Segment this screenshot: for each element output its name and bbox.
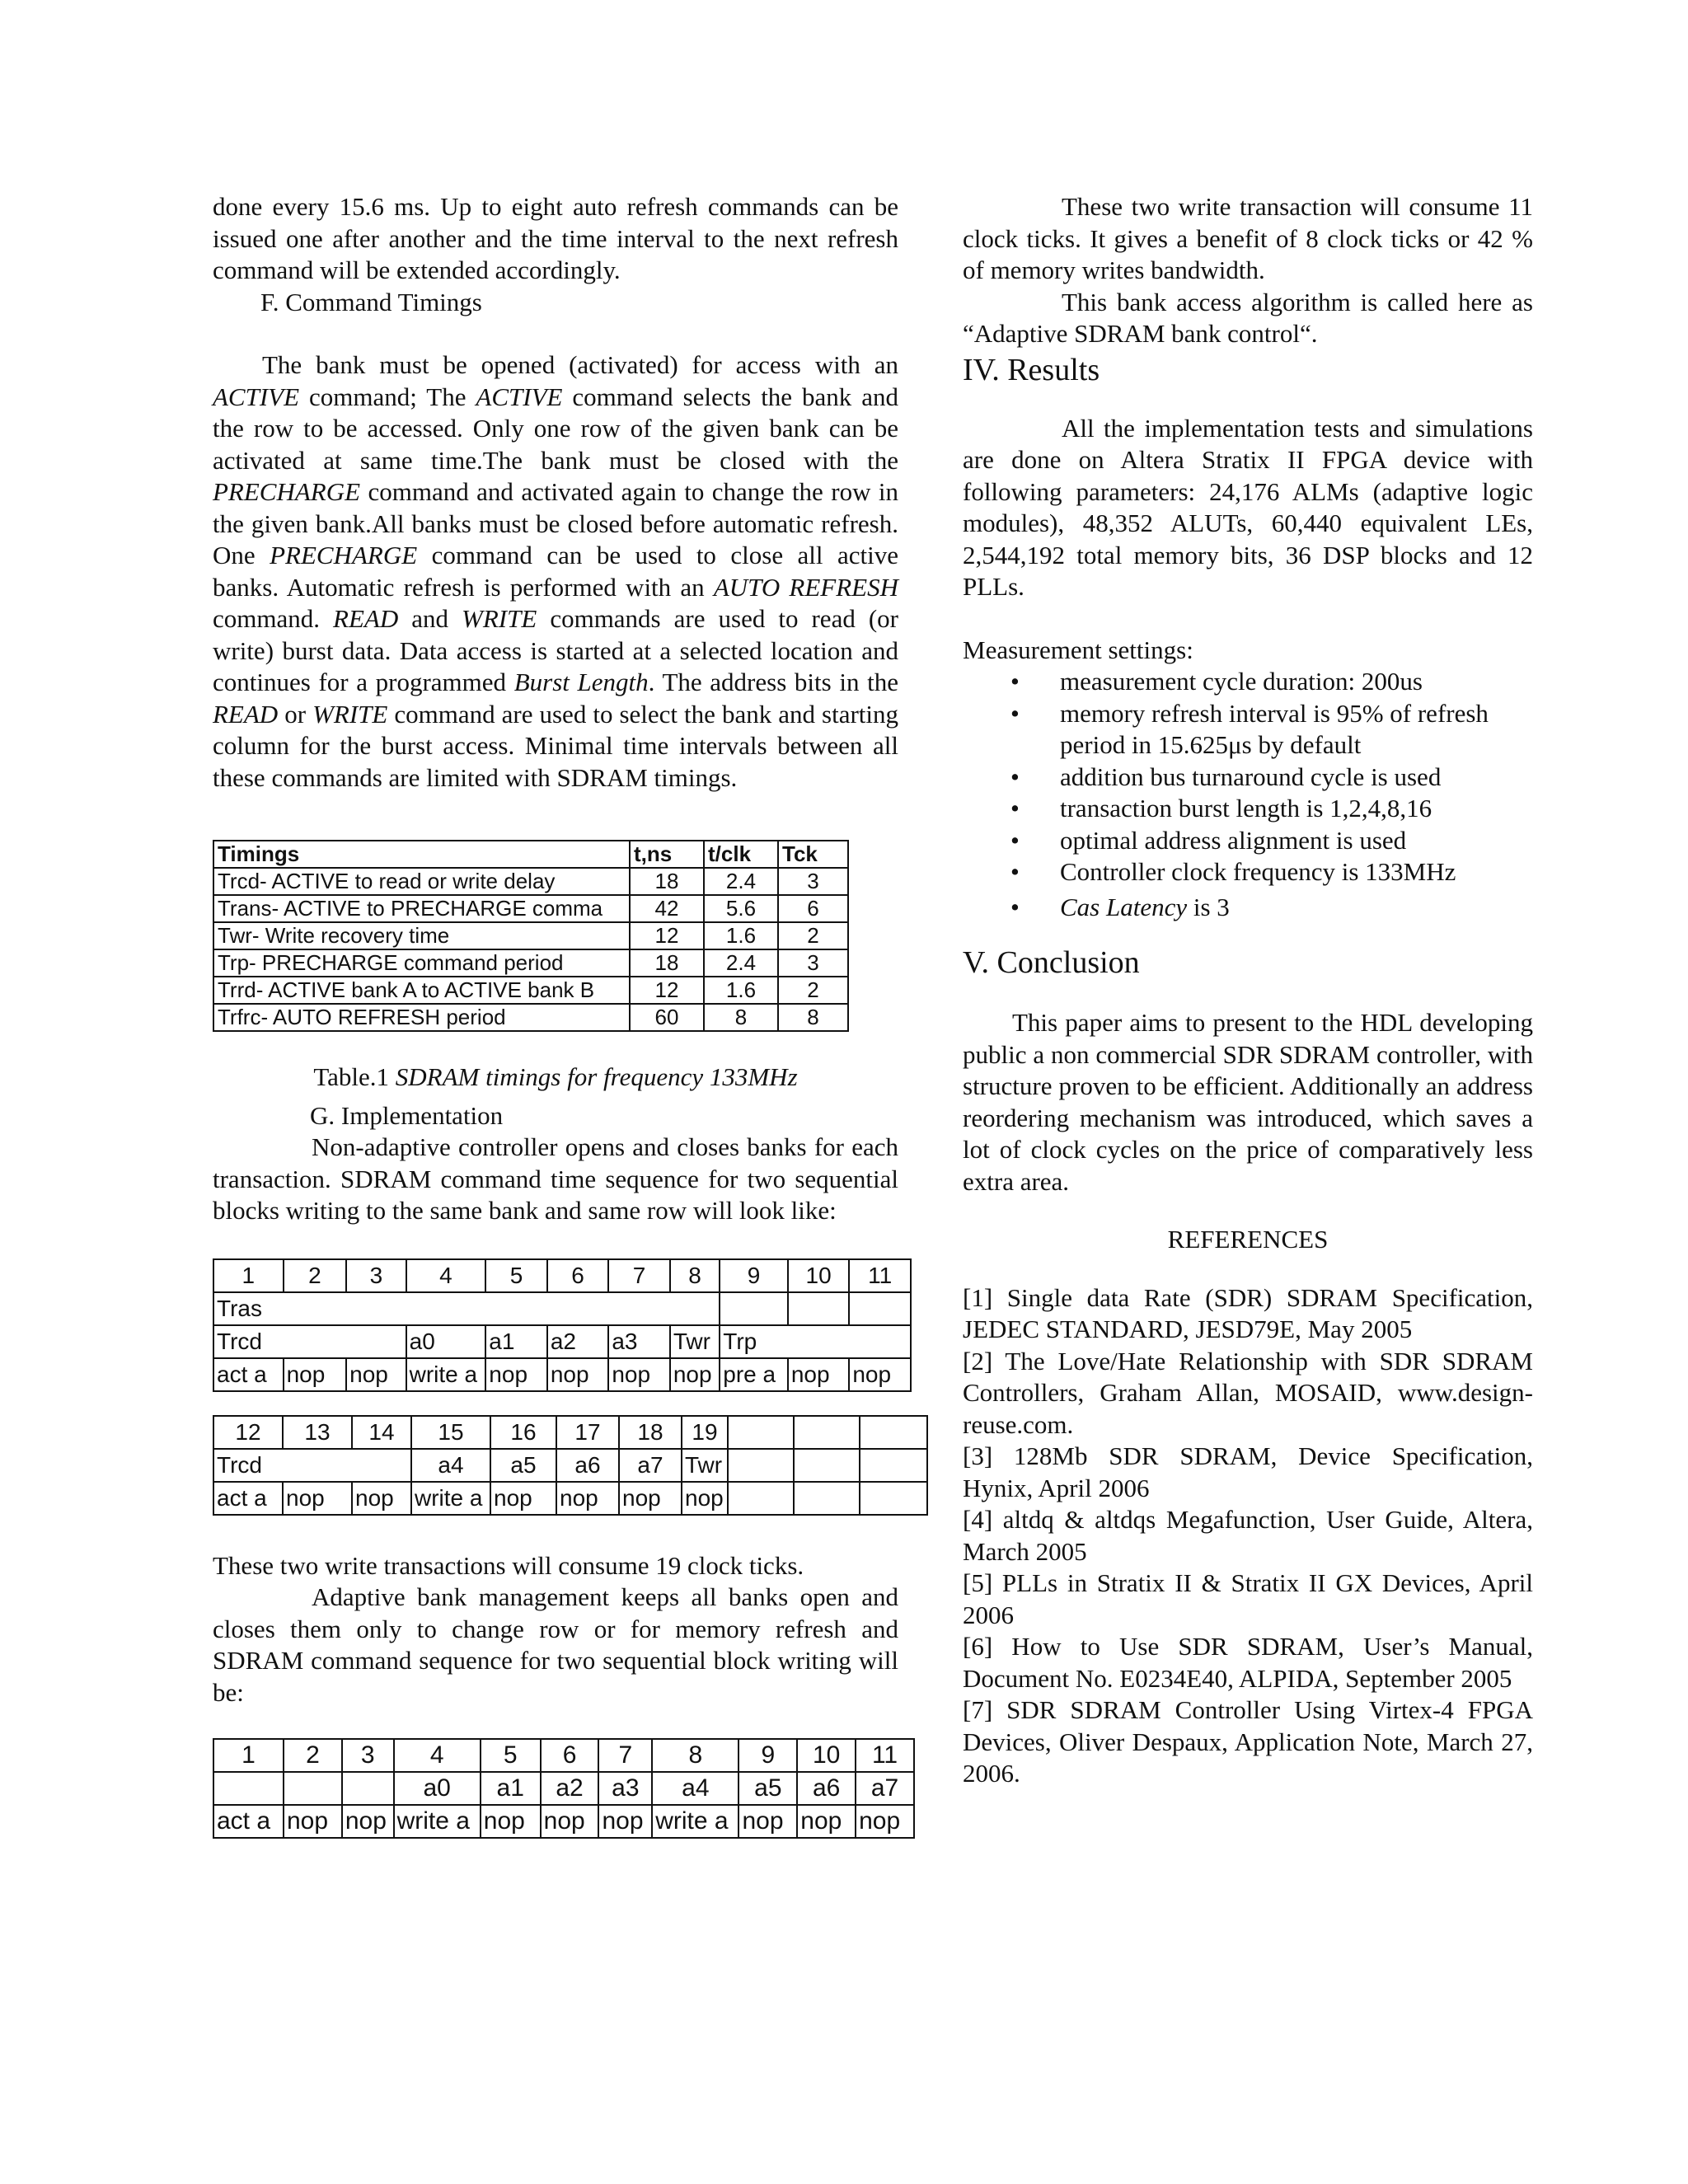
table-cell: [794, 1449, 860, 1482]
measurement-settings-label: Measurement settings:: [963, 635, 1193, 664]
table-cell: 2: [284, 1739, 342, 1772]
table-cell: nop: [619, 1482, 682, 1515]
table-cell: 8: [670, 1259, 720, 1292]
table-cell: nop: [738, 1805, 797, 1838]
table-row: [213, 922, 848, 949]
list-item: • measurement cycle duration: 200us: [963, 666, 1533, 698]
table-cell: a3: [608, 1325, 670, 1358]
table-cell: 19: [682, 1416, 728, 1449]
left-column: [213, 191, 901, 1839]
bullet-icon: •: [1010, 762, 1020, 791]
table-cell: [860, 1482, 927, 1515]
timing-header-cell: Tck: [778, 841, 848, 868]
table-cell: 1.6: [704, 977, 778, 1004]
table-row: [213, 1416, 927, 1449]
table-cell: 6: [541, 1739, 599, 1772]
table-cell: write a: [652, 1805, 738, 1838]
table-cell: nop: [856, 1805, 914, 1838]
table-cell: 10: [797, 1739, 856, 1772]
table-cell: 1: [213, 1259, 284, 1292]
table-cell: nop: [682, 1482, 728, 1515]
table-cell: Twr: [682, 1449, 728, 1482]
table-cell: nop: [797, 1805, 856, 1838]
table-cell: [794, 1482, 860, 1515]
paragraph-19-ticks: These two write transactions will consume 19 clock ticks.: [213, 1550, 804, 1580]
table-cell: nop: [608, 1358, 670, 1391]
table-cell: nop: [283, 1482, 352, 1515]
table-row: [213, 1259, 911, 1292]
table-cell: a5: [738, 1772, 797, 1805]
table-cell: nop: [481, 1805, 541, 1838]
paragraph-results: All the implementation tests and simulations are done on Altera Stratix II FPGA device with following parameters: 24,176 ALMs (adaptive logic modules), 48,352 ALUTs, 60,440 equivalent LEs, 2,544,192 total memory bits, 36 DSP blocks and 12 PLLs.: [963, 413, 1533, 601]
bullet-icon: •: [1010, 667, 1020, 696]
table-cell: Trfrc- AUTO REFRESH period: [213, 1004, 630, 1031]
table-row: [213, 949, 848, 977]
table-cell: [860, 1449, 927, 1482]
table-cell: 8: [704, 1004, 778, 1031]
paragraph-adaptive: Adaptive bank management keeps all banks open and closes them only to change row or for memory refresh and SDRAM command sequence for two sequential block writing will be:: [213, 1582, 898, 1707]
table-cell: [860, 1416, 927, 1449]
table-cell: [728, 1416, 794, 1449]
reference-item: [1] Single data Rate (SDR) SDRAM Specification, JEDEC STANDARD, JESD79E, May 2005: [963, 1282, 1533, 1343]
table-cell: nop: [284, 1805, 342, 1838]
table-cell: a7: [856, 1772, 914, 1805]
table-cell: a0: [394, 1772, 481, 1805]
table-row: [213, 1739, 914, 1772]
table-cell: Trans- ACTIVE to PRECHARGE comma: [213, 895, 630, 922]
table-cell: [720, 1292, 788, 1325]
bullet-icon: •: [1010, 825, 1020, 855]
right-column: [963, 191, 1533, 1790]
table-cell: [213, 1772, 284, 1805]
table-cell: 12: [630, 922, 704, 949]
table-row: [213, 868, 848, 895]
list-item: • Cas Latency is 3: [963, 892, 1533, 924]
table-cell: [728, 1482, 794, 1515]
table-cell: Twr- Write recovery time: [213, 922, 630, 949]
table-cell: write a: [411, 1482, 490, 1515]
table-cell: nop: [490, 1482, 556, 1515]
table-cell: 2: [778, 977, 848, 1004]
bullet-icon: •: [1010, 857, 1020, 886]
table-cell: 2: [284, 1259, 347, 1292]
heading-implementation: G. Implementation: [310, 1100, 504, 1130]
paragraph-conclusion: This paper aims to present to the HDL developing public a non commercial SDR SDRAM controller, with structure proven to be efficient. Additionally an address reordering mechanism was introduced, which saves a lot of clock cycles on the price of comparatively less extra area.: [963, 1008, 1533, 1196]
timing-table: [213, 840, 849, 1032]
table-cell: 5: [481, 1739, 541, 1772]
table-cell: a6: [556, 1449, 619, 1482]
table-cell: 16: [490, 1416, 556, 1449]
table-cell: write a: [406, 1358, 486, 1391]
sequence-table-2: [213, 1415, 928, 1516]
table-cell: 5: [485, 1259, 547, 1292]
table-cell: 7: [608, 1259, 670, 1292]
table-cell: Trp: [720, 1325, 911, 1358]
table-cell: 7: [598, 1739, 652, 1772]
table-cell: 12: [630, 977, 704, 1004]
reference-item: [6] How to Use SDR SDRAM, User’s Manual, Document No. E0234E40, ALPIDA, September 2005: [963, 1632, 1533, 1693]
list-item: • addition bus turnaround cycle is used: [963, 762, 1533, 794]
table-cell: 11: [849, 1259, 911, 1292]
table-cell: Tras: [213, 1292, 720, 1325]
table-cell: 9: [720, 1259, 788, 1292]
paragraph-refresh: done every 15.6 ms. Up to eight auto refresh commands can be issued one after another and the time interval to the next refresh command will be extended accordingly.: [213, 192, 898, 284]
reference-item: [5] PLLs in Stratix II & Stratix II GX Devices, April 2006: [963, 1568, 1533, 1629]
table-cell: nop: [541, 1805, 599, 1838]
heading-results: IV. Results: [963, 352, 1100, 387]
table-cell: nop: [485, 1358, 547, 1391]
table-cell: nop: [547, 1358, 609, 1391]
table-cell: nop: [556, 1482, 619, 1515]
list-item: • memory refresh interval is 95% of refresh period in 15.625μs by default: [1010, 698, 1489, 759]
bullet-icon: •: [1010, 698, 1020, 728]
references-list: [963, 1282, 1533, 1790]
paragraph-non-adaptive: Non-adaptive controller opens and closes banks for each transaction. SDRAM command time sequence for two sequential blocks writing to the same bank and same row will look like:: [213, 1132, 898, 1225]
reference-item: [4] altdq & altdqs Megafunction, User Guide, Altera, March 2005: [963, 1505, 1533, 1566]
table-cell: 2.4: [704, 949, 778, 977]
list-item: • optimal address alignment is used: [963, 825, 1533, 857]
table-cell: write a: [394, 1805, 481, 1838]
table-cell: a3: [598, 1772, 652, 1805]
table-cell: 12: [213, 1416, 283, 1449]
table-cell: nop: [849, 1358, 911, 1391]
table-cell: 4: [394, 1739, 481, 1772]
table-row: [213, 1292, 911, 1325]
table-cell: a6: [797, 1772, 856, 1805]
paragraph-11-ticks: These two write transaction will consume 11 clock ticks. It gives a benefit of 8 clock ticks or 42 % of memory writes bandwidth.: [963, 192, 1533, 284]
table-caption: Table.1 SDRAM timings for frequency 133MHz: [313, 1062, 798, 1091]
table-cell: a2: [541, 1772, 599, 1805]
list-item: • Controller clock frequency is 133MHz: [963, 856, 1533, 888]
references-heading: REFERENCES: [1167, 1225, 1329, 1254]
table-cell: nop: [346, 1358, 406, 1391]
table-cell: a0: [406, 1325, 486, 1358]
table-cell: 11: [856, 1739, 914, 1772]
sequence-table-1: [213, 1258, 912, 1392]
heading-conclusion: V. Conclusion: [963, 945, 1140, 980]
table-cell: a4: [652, 1772, 738, 1805]
bullet-icon: •: [1010, 794, 1020, 823]
table-cell: 14: [352, 1416, 411, 1449]
table-cell: [342, 1772, 394, 1805]
table-cell: [794, 1416, 860, 1449]
list-item: • transaction burst length is 1,2,4,8,16: [963, 793, 1533, 825]
table-cell: [284, 1772, 342, 1805]
table-cell: Trcd: [213, 1325, 406, 1358]
timing-table-header: [213, 841, 848, 868]
table-cell: 2.4: [704, 868, 778, 895]
table-cell: 2: [778, 922, 848, 949]
table-cell: Trcd: [213, 1449, 411, 1482]
table-cell: 9: [738, 1739, 797, 1772]
table-cell: 13: [283, 1416, 352, 1449]
table-cell: 4: [406, 1259, 486, 1292]
table-cell: a1: [481, 1772, 541, 1805]
table-cell: 18: [630, 868, 704, 895]
table-cell: nop: [342, 1805, 394, 1838]
paragraph-algorithm-name: This bank access algorithm is called here as “Adaptive SDRAM bank control“.: [963, 287, 1533, 348]
bullet-icon: •: [1010, 892, 1020, 921]
reference-item: [2] The Love/Hate Relationship with SDR SDRAM Controllers, Graham Allan, MOSAID, www.design-reuse.com.: [963, 1346, 1533, 1439]
table-cell: 15: [411, 1416, 490, 1449]
table-cell: act a: [213, 1805, 284, 1838]
table-row: [213, 1772, 914, 1805]
table-row: [213, 1004, 848, 1031]
table-cell: 10: [788, 1259, 850, 1292]
table-row: [213, 977, 848, 1004]
table-cell: 3: [778, 868, 848, 895]
table-row: [213, 1358, 911, 1391]
reference-item: [3] 128Mb SDR SDRAM, Device Specification, Hynix, April 2006: [963, 1441, 1533, 1502]
table-cell: 3: [342, 1739, 394, 1772]
paragraph-command-description: The bank must be opened (activated) for access with an ACTIVE command; The ACTIVE command selects the bank and the row to be accessed. Only one row of the given bank can be activated at same time.The bank must be closed with the PRECHARGE command and activated again to change the row in the given bank.All banks must be closed before automatic refresh. One PRECHARGE command can be used to close all active banks. Automatic refresh is performed with an AUTO REFRESH command. READ and WRITE commands are used to read (or write) burst data. Data access is started at a selected location and continues for a programmed Burst Length. The address bits in the READ or WRITE command are used to select the bank and starting column for the burst access. Minimal time intervals between all these commands are limited with SDRAM timings.: [213, 350, 899, 792]
table-cell: 18: [619, 1416, 682, 1449]
table-row: [213, 1805, 914, 1838]
table-cell: [788, 1292, 850, 1325]
table-cell: Trcd- ACTIVE to read or write delay: [213, 868, 630, 895]
table-cell: 1.6: [704, 922, 778, 949]
sequence-table-3: [213, 1738, 915, 1839]
table-cell: [728, 1449, 794, 1482]
table-cell: 6: [547, 1259, 609, 1292]
table-cell: nop: [352, 1482, 411, 1515]
table-cell: 6: [778, 895, 848, 922]
table-cell: 5.6: [704, 895, 778, 922]
table-cell: act a: [213, 1482, 283, 1515]
table-cell: nop: [670, 1358, 720, 1391]
table-cell: Trrd- ACTIVE bank A to ACTIVE bank B: [213, 977, 630, 1004]
table-cell: nop: [598, 1805, 652, 1838]
timing-header-cell: t,ns: [630, 841, 704, 868]
table-cell: a2: [547, 1325, 609, 1358]
table-row: [213, 895, 848, 922]
table-cell: Twr: [670, 1325, 720, 1358]
table-cell: a4: [411, 1449, 490, 1482]
table-cell: 3: [346, 1259, 406, 1292]
table-cell: nop: [788, 1358, 850, 1391]
table-row: [213, 1325, 911, 1358]
table-cell: 18: [630, 949, 704, 977]
table-cell: [849, 1292, 911, 1325]
table-cell: 3: [778, 949, 848, 977]
timing-header-cell: Timings: [213, 841, 630, 868]
timing-header-cell: t/clk: [704, 841, 778, 868]
table-cell: a1: [485, 1325, 547, 1358]
table-cell: nop: [284, 1358, 347, 1391]
measurement-settings-list: [963, 666, 1533, 923]
table-cell: 17: [556, 1416, 619, 1449]
table-cell: 42: [630, 895, 704, 922]
table-row: [213, 1449, 927, 1482]
table-cell: 8: [778, 1004, 848, 1031]
table-cell: 60: [630, 1004, 704, 1031]
table-cell: 8: [652, 1739, 738, 1772]
table-cell: pre a: [720, 1358, 788, 1391]
heading-command-timings: F. Command Timings: [260, 287, 482, 316]
table-cell: a5: [490, 1449, 556, 1482]
reference-item: [7] SDR SDRAM Controller Using Virtex-4 FPGA Devices, Oliver Despaux, Application Note, March 27, 2006.: [963, 1695, 1533, 1788]
table-row: [213, 1482, 927, 1515]
table-cell: act a: [213, 1358, 284, 1391]
table-cell: a7: [619, 1449, 682, 1482]
table-cell: Trp- PRECHARGE command period: [213, 949, 630, 977]
table-cell: 1: [213, 1739, 284, 1772]
